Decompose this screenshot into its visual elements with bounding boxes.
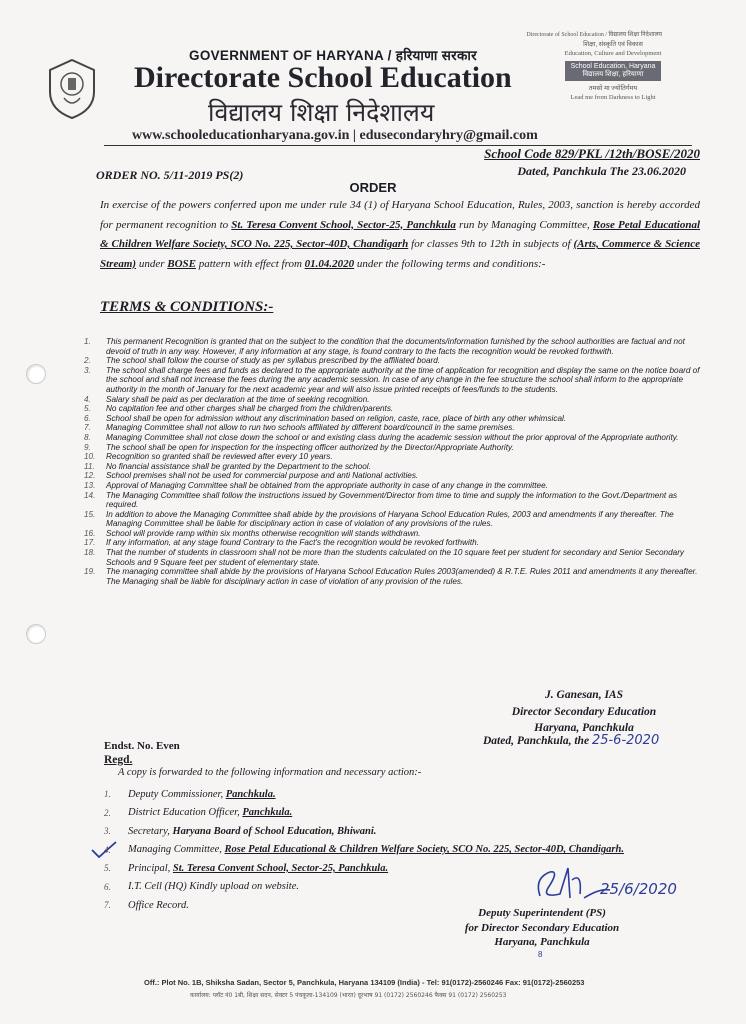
condition-text: Salary shall be paid as per declaration at the time of seeking recognition. xyxy=(106,394,370,404)
footer-address-hindi: कार्यालय: प्लॉट नं0 1बी, शिक्षा सदन, सेक्टर 5 पंचकूला-134109 (भारत) दूरभाष 91 (0172) 2560246 फैक्स 91 (0172) 2560253 xyxy=(190,992,507,999)
condition-number: 5. xyxy=(84,404,91,414)
condition-text: The managing committee shall abide by the provisions of Haryana School Education Rules 2003(amended) & R.T.E. Rules 2011 and amendments it any thereafter. The Managing shall be liable for disciplinary action in case of violation of any provision of the rules. xyxy=(106,567,698,586)
society-name: Rose Petal Educational & Children Welfare Society, SCO No. 225, Sector-40D, Chandigarh xyxy=(100,218,701,250)
condition-item xyxy=(84,366,704,395)
recipient-title: I.T. Cell (HQ) Kindly upload on website. xyxy=(128,881,299,893)
condition-item xyxy=(84,404,704,414)
condition-number: 8. xyxy=(84,432,91,442)
directorate-title: Directorate School Education xyxy=(134,61,512,94)
condition-text: No financial assistance shall be granted by the Department to the school. xyxy=(106,461,371,471)
motto-line: तमसो मा ज्योतिर्गमय xyxy=(588,85,638,92)
motto-line: शिक्षा, संस्कृति एवं विकास xyxy=(583,41,643,48)
condition-number: 11. xyxy=(84,461,95,471)
condition-number: 16. xyxy=(84,528,96,538)
motto-block xyxy=(543,40,683,102)
condition-number: 18. xyxy=(84,548,96,558)
condition-text: This permanent Recognition is granted that on the subject to the condition that the documents/information furnished by the school authorities are factual and not devoid of truth in any way. However, if any information at any stage, is found contrary to the facts the recognition would be revoked forthwith. xyxy=(106,337,685,356)
handwritten-date: 25-6-2020 xyxy=(591,733,660,748)
directorate-title-hindi: विद्यालय शिक्षा निदेशालय xyxy=(208,98,435,127)
condition-number: 19. xyxy=(84,567,96,577)
distribution-text xyxy=(128,863,388,874)
motto-line: Lead me from Darkness to Light xyxy=(570,94,656,101)
condition-item xyxy=(84,510,704,529)
condition-text: Approval of Managing Committee shall be obtained from the appropriate authority in case of any change in the committee. xyxy=(106,480,548,490)
distribution-text xyxy=(128,826,376,837)
condition-number: 7. xyxy=(84,423,91,433)
badge-line: School Education, Haryana xyxy=(570,63,656,70)
condition-text: In addition to above the Managing Committee shall abide by the provisions of Haryana School Education Rules, 2003 and amendments if any thereafter. The Managing Committee shall be liable for disciplinary action in case of violation of any provisions of the rules. xyxy=(106,509,674,529)
distribution-number: 2. xyxy=(104,807,111,818)
recipient-name: Panchkula. xyxy=(242,807,293,819)
condition-text: School shall be open for admission without any discrimination based on religion, caste, race, place of birth any other whimsical. xyxy=(106,413,567,423)
order-title: ORDER xyxy=(349,180,397,195)
condition-text: The school shall be open for inspection for the inspecting officer authorized by the Director/Appropriate Authority. xyxy=(106,442,514,452)
condition-number: 3. xyxy=(84,365,91,375)
condition-item xyxy=(84,491,704,510)
distribution-item xyxy=(104,785,724,804)
condition-text: School premises shall not be used for commercial purpose and anti National activities. xyxy=(106,471,419,481)
recipient-title: District Education Officer, xyxy=(128,807,243,819)
regd-label: Regd. xyxy=(104,754,133,766)
government-title: GOVERNMENT OF HARYANA / हरियाणा सरकार xyxy=(189,48,477,63)
signatory-designation: Director Secondary Education xyxy=(511,705,657,718)
distribution-item xyxy=(104,804,724,823)
condition-number: 17. xyxy=(84,538,96,548)
handwritten-signature xyxy=(520,858,710,908)
distribution-number: 5. xyxy=(104,863,111,874)
motto-line: Education, Culture and Development xyxy=(564,50,662,57)
punch-hole xyxy=(26,364,46,384)
department-badge xyxy=(565,61,662,81)
condition-item xyxy=(84,443,704,453)
endorsement-date xyxy=(483,733,659,748)
school-name: St. Teresa Convent School, Sector-25, Panchkula xyxy=(231,218,456,231)
order-paragraph xyxy=(100,196,700,274)
distribution-item xyxy=(104,841,724,860)
punch-hole xyxy=(26,624,46,644)
recipient-name: Rose Petal Educational & Children Welfare Society, SCO No. 225, Sector-40D, Chandigarh. xyxy=(224,844,624,856)
distribution-number: 4. xyxy=(104,844,111,855)
condition-number: 6. xyxy=(84,413,91,423)
effect-date: 01.04.2020 xyxy=(304,257,355,270)
condition-text: The Managing Committee shall follow the instructions issued by Government/Director from time to time and supply the information to the Govt./Department as required. xyxy=(106,490,678,510)
recipient-title: Office Record. xyxy=(128,899,189,911)
order-date: Dated, Panchkula The 23.06.2020 xyxy=(517,164,686,178)
recipient-name: Haryana Board of School Education, Bhiwani. xyxy=(172,825,377,837)
condition-text: School will provide ramp within six months otherwise recognition will stands withdrawn. xyxy=(106,528,421,538)
distribution-text xyxy=(128,881,299,892)
distribution-number: 1. xyxy=(104,789,111,800)
deputy-signature-block xyxy=(452,906,632,950)
distribution-number: 3. xyxy=(104,826,111,837)
condition-text: That the number of students in classroom shall not be more than the students calculated on the 10 square feet per student for secondary and Senior Secondary Schools and 9 Square feet per student of elementary state. xyxy=(106,548,685,567)
condition-text: Managing Committee shall not close down the school or and existing class during the academic session without the prior approval of the Appropriate authority. xyxy=(106,432,679,442)
tick-mark-icon xyxy=(90,840,118,860)
recipient-name: St. Teresa Convent School, Sector-25, Panchkula. xyxy=(172,862,389,874)
distribution-text xyxy=(128,900,189,911)
condition-item xyxy=(84,356,704,366)
para-text: under the following terms and conditions:- xyxy=(354,257,546,270)
condition-number: 10. xyxy=(84,452,96,462)
condition-text: Managing Committee shall not allow to run two schools affiliated by different board/council in the same premises. xyxy=(106,423,515,433)
condition-item xyxy=(84,529,704,539)
endorsement-number: Endst. No. Even xyxy=(104,740,180,752)
condition-number: 15. xyxy=(84,509,96,519)
deputy-for: for Director Secondary Education xyxy=(464,921,620,934)
condition-item xyxy=(84,337,704,356)
deputy-designation: Deputy Superintendent (PS) xyxy=(478,907,606,919)
date-label: Dated, Panchkula, the xyxy=(483,735,592,747)
para-text: In exercise of the powers conferred upon me under rule 34 (1) of Haryana School Education, Rules, 2003, sanction is hereby accorded for permanent recognition to xyxy=(100,199,700,231)
top-stamp: Directorate of School Education / विद्यालय शिक्षा निदेशालय xyxy=(526,32,662,38)
order-number: ORDER NO. 5/11-2019 PS(2) xyxy=(96,168,244,182)
signatory-place: Haryana, Panchkula xyxy=(534,722,634,734)
condition-item xyxy=(84,395,704,405)
recipient-title: Secretary, xyxy=(128,825,173,837)
condition-item xyxy=(84,433,704,443)
handwritten-mark: 8 xyxy=(538,950,543,959)
condition-number: 1. xyxy=(84,337,91,346)
recipient-title: Deputy Commissioner, xyxy=(128,788,226,800)
condition-number: 4. xyxy=(84,394,91,404)
distribution-text xyxy=(128,807,292,818)
recipient-title: Managing Committee, xyxy=(128,844,225,856)
para-text: run by Managing Committee, xyxy=(455,218,593,231)
footer-address: Off.: Plot No. 1B, Shiksha Sadan, Sector 5, Panchkula, Haryana 134109 (India) - Tel: 91(0172)-2560246 Fax: 91(0172)-2560253 xyxy=(144,978,585,987)
condition-text: The school shall follow the course of study as per syllabus prescribed by the affiliated board. xyxy=(106,356,441,366)
copy-forward-line: A copy is forwarded to the following information and necessary action:- xyxy=(118,767,422,778)
deputy-place: Haryana, Panchkula xyxy=(494,936,590,948)
condition-item xyxy=(84,538,704,548)
condition-number: 12. xyxy=(84,471,96,481)
condition-number: 13. xyxy=(84,480,96,490)
condition-item xyxy=(84,567,704,586)
haryana-emblem-icon xyxy=(46,58,98,120)
distribution-text xyxy=(128,789,276,800)
terms-heading: TERMS & CONDITIONS:- xyxy=(100,299,274,315)
badge-line: विद्यालय शिक्षा, हरियाणा xyxy=(582,71,644,78)
distribution-number: 7. xyxy=(104,900,111,911)
contact-line: www.schooleducationharyana.gov.in | edusecondaryhry@gmail.com xyxy=(132,128,538,143)
para-text: pattern with effect from xyxy=(195,257,305,270)
distribution-text xyxy=(128,844,624,855)
distribution-item xyxy=(104,822,724,841)
condition-item xyxy=(84,462,704,472)
streams: (Arts, Commerce & Science Stream) xyxy=(100,238,700,270)
school-code: School Code 829/PKL /12th/BOSE/2020 xyxy=(484,146,700,161)
distribution-number: 6. xyxy=(104,881,111,892)
signature-date: 25/6/2020 xyxy=(600,880,677,898)
condition-number: 14. xyxy=(84,490,96,500)
recipient-title: Principal, xyxy=(128,862,173,874)
para-text: for classes 9th to 12th in subjects of xyxy=(408,238,574,250)
condition-item xyxy=(84,481,704,491)
board: BOSE xyxy=(167,257,196,270)
condition-text: If any information, at any stage found Contrary to the Fact's the recognition would be revoked forthwith. xyxy=(106,538,479,548)
conditions-list xyxy=(84,337,704,586)
condition-item xyxy=(84,452,704,462)
director-signature-block xyxy=(484,687,684,737)
condition-number: 9. xyxy=(84,442,91,452)
condition-item xyxy=(84,414,704,424)
condition-text: No capitation fee and other charges shall be charged from the children/parents. xyxy=(106,404,394,414)
para-text: under xyxy=(136,257,168,270)
condition-item xyxy=(84,423,704,433)
condition-text: The school shall charge fees and funds as declared to the appropriate authority at the time of application for recognition and display the same on the notice board of the school and shall not increase the fees during the any academic session. In case of any change in the fee structure the school shall inform to the appropriate authority in the month of January for the next academic year and will also issue printed receipts of fees/funds to the students. xyxy=(106,365,700,394)
condition-item xyxy=(84,471,704,481)
signatory-name: J. Ganesan, IAS xyxy=(545,689,623,701)
recipient-name: Panchkula. xyxy=(225,788,276,800)
condition-number: 2. xyxy=(84,356,91,366)
condition-item xyxy=(84,548,704,567)
condition-text: Recognition so granted shall be reviewed after every 10 years. xyxy=(106,452,333,462)
